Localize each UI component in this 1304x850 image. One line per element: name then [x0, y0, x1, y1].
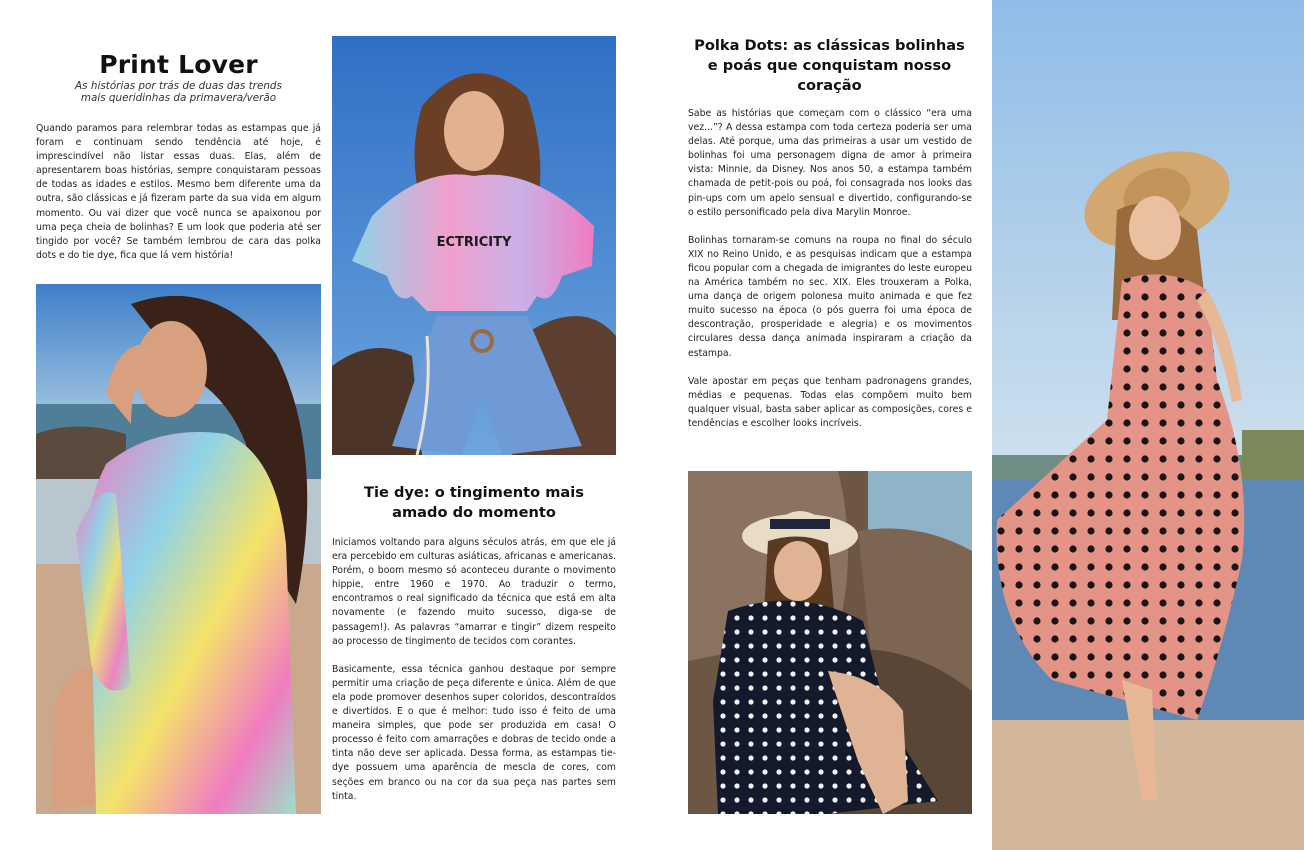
polka-section-title	[687, 36, 972, 96]
tiedye-paragraph-1: Iniciamos voltando para alguns séculos atrás, em que ele já era percebido em culturas asiáticas, africanas e americanas. Porém, o boom mesmo só aconteceu durante o movimento hippie, entre 1960 e 1970. Ao traduzir o termo, encontramos o real significado da técnica que está em alta novamente (e fazendo muito sucesso, diga-se de passagem!). As palavras “amarrar e tingir” dizem respeito ao processo de tingimento de tecidos com corantes.	[332, 537, 616, 647]
tee-print-text: ECTRICITY	[436, 235, 512, 250]
tiedye-body	[332, 536, 616, 804]
polka-body	[688, 107, 972, 431]
tiedye-section-title	[332, 483, 616, 523]
polka-paragraph-3: Vale apostar em peças que tenham padronagens grandes, médias e pequenas. Todas elas compõem muito bem qualquer visual, basta saber aplicar as composições, cores e tendências e escolher looks incríveis.	[688, 375, 972, 429]
subtitle-line-2: mais queridinhas da primavera/verão	[80, 92, 277, 104]
intro-text: Quando paramos para relembrar todas as estampas que já foram e continuam sendo tendência até hoje, é imprescindível não listar essas duas. Elas, além de apresentarem boas histórias, sempre conquistaram pessoas de todas as idades e estilos. Mesmo bem diferente uma da outra, são clássicas e já fizeram parte da sua vida em algum momento. Ou vai dizer que você nunca se apaixonou por uma peça cheia de bolinhas? E um look que poderia até ser tingido por você? Se também lembrou de cara das polka dots e do tie dye, fica que lá vem história!	[36, 123, 321, 261]
subtitle-line-1: As histórias por trás de duas das trends	[75, 80, 282, 92]
polka-paragraph-2: Bolinhas tornaram-se comuns na roupa no final do século XIX no Reino Unido, e as pesquisas indicam que a estampa ficou popular com a chegada de imigrantes do leste europeu na América também no sec. XIX. Eles trouxeram a Polka, uma dança de origem polonesa muito animada e que fez muito sucesso na época (o pós guerra foi uma época de descontração, prosperidade e alegria) e os movimentos circulares dessa dança animada inspiraram a criação da estampa.	[688, 234, 972, 359]
navy-polka-dress-photo	[688, 471, 972, 814]
polka-title-line-1: Polka Dots: as clássicas bolinhas	[694, 37, 965, 54]
page-title: Print Lover	[99, 50, 258, 79]
tiedye-paragraph-2: Basicamente, essa técnica ganhou destaque por sempre permitir uma criação de peça diferente e única. Além de que ela pode promover desenhos super coloridos, descontraídos e divertidos. E o que é melhor: tudo isso é feito de uma maneira simples, que pode ser produzida em casa! O processo é feito com amarrações e dobras de tecido onde a tinta não deve ser aplicada. Dessa forma, as estampas tie-dye possuem uma aparência de mescla de cores, com seções em branco ou na cor da sua peça nas partes sem tinta.	[332, 663, 616, 802]
tiedye-title-line-1: Tie dye: o tingimento mais	[364, 484, 584, 501]
page-subtitle	[36, 80, 321, 104]
polka-title-line-3: coração	[797, 77, 862, 94]
coral-polka-dress-photo	[992, 0, 1304, 850]
polka-paragraph-1: Sabe as histórias que começam com o clássico “era uma vez...”? A dessa estampa com toda certeza poderia ser uma delas. Até porque, uma das primeiras a usar um vestido de bolinhas foi uma personagem digna de amor à primeira vista: Minnie, da Disney. Nos anos 50, a estampa também chamada de petit-pois ou poá, foi consagrada nos looks das pin-ups com um apelo sensual e divertido, configurando-se o estilo personificado pela diva Marylin Monroe.	[688, 108, 972, 218]
intro-paragraph	[36, 122, 321, 263]
tiedye-tee-photo	[332, 36, 616, 455]
polka-title-line-2: e poás que conquistam nosso	[707, 57, 952, 74]
tiedye-dress-photo	[36, 284, 321, 814]
tiedye-title-line-2: amado do momento	[392, 504, 556, 521]
